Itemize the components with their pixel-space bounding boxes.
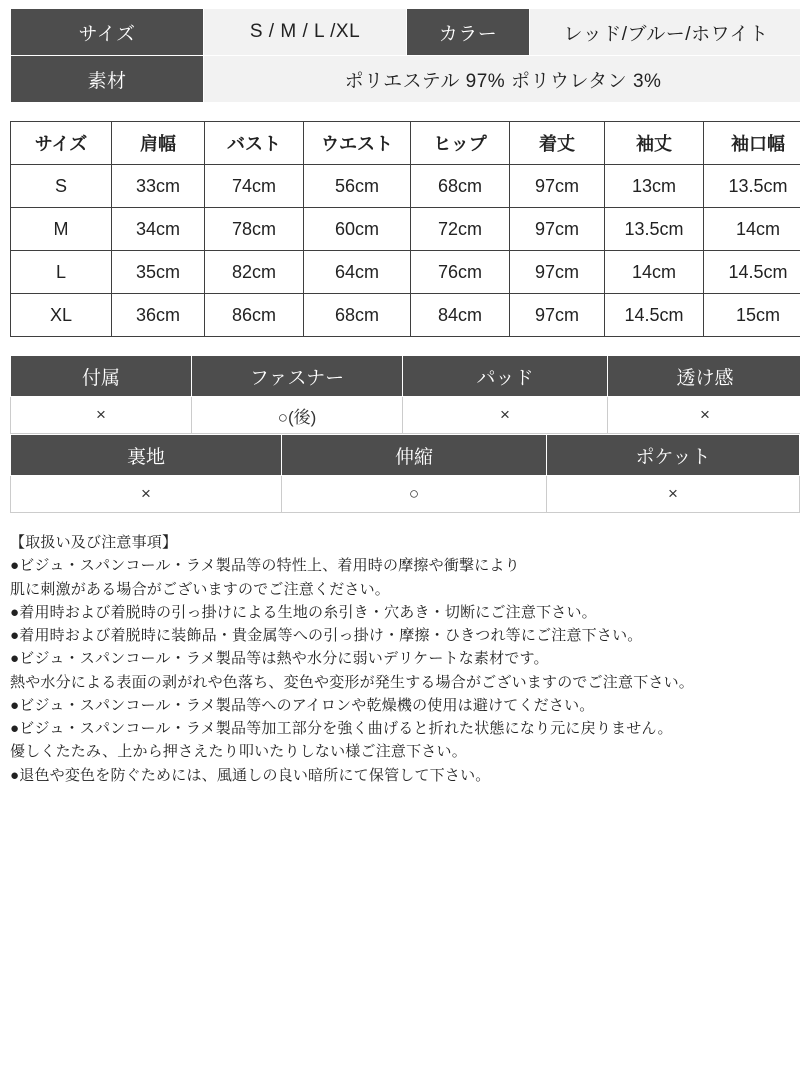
size-cell: 15cm <box>704 294 800 337</box>
size-cell: 64cm <box>304 251 411 294</box>
attr-value-pocket: × <box>547 476 800 513</box>
size-col-header-bust: バスト <box>205 122 304 165</box>
notes-line: 熱や水分による表面の剥がれや色落ち、変色や変形が発生する場合がございますのでご注意下さい。 <box>10 673 695 691</box>
notes-line: 優しくたたみ、上から押さえたり叩いたりしない様ご注意下さい。 <box>10 743 467 761</box>
size-cell: 68cm <box>304 294 411 337</box>
size-cell: 72cm <box>411 208 510 251</box>
attr-header-lining: 裏地 <box>11 435 282 476</box>
size-cell: 14cm <box>704 208 800 251</box>
notes-line: ●ビジュ・スパンコール・ラメ製品等へのアイロンや乾燥機の使用は避けてください。 <box>10 696 595 714</box>
size-cell: 60cm <box>304 208 411 251</box>
attr-header-pad: パッド <box>403 356 608 397</box>
notes-line: ●ビジュ・スパンコール・ラメ製品等は熱や水分に弱いデリケートな素材です。 <box>10 650 549 668</box>
size-cell: 97cm <box>510 208 605 251</box>
size-cell: 14.5cm <box>704 251 800 294</box>
size-cell: 13.5cm <box>605 208 704 251</box>
attr-header-zipper: ファスナー <box>192 356 403 397</box>
size-col-header-length: 着丈 <box>510 122 605 165</box>
table-header-row <box>11 435 800 476</box>
spec-value-material: ポリエステル 97% ポリウレタン 3% <box>204 56 800 103</box>
table-row <box>11 208 800 251</box>
attr-header-pocket: ポケット <box>547 435 800 476</box>
attr-header-stretch: 伸縮 <box>282 435 547 476</box>
size-cell: L <box>11 251 112 294</box>
size-chart-table <box>10 121 800 337</box>
size-cell: 82cm <box>205 251 304 294</box>
table-header-row <box>11 122 800 165</box>
spacer <box>10 337 790 355</box>
size-cell: 97cm <box>510 165 605 208</box>
size-cell: 76cm <box>411 251 510 294</box>
size-cell: 78cm <box>205 208 304 251</box>
notes-line: 肌に刺激がある場合がございますのでご注意ください。 <box>10 580 391 598</box>
attr-value-pad: × <box>403 397 608 434</box>
table-row <box>11 165 800 208</box>
size-col-header-hip: ヒップ <box>411 122 510 165</box>
size-cell: 86cm <box>205 294 304 337</box>
attr-header-accessory: 付属 <box>11 356 192 397</box>
spacer <box>10 103 790 121</box>
size-cell: 14.5cm <box>605 294 704 337</box>
attributes-table-1 <box>10 355 800 434</box>
notes-line: ●着用時および着脱時に装飾品・貴金属等への引っ掛け・摩擦・ひきつれ等にご注意下さい。 <box>10 627 643 644</box>
size-cell: 13.5cm <box>704 165 800 208</box>
size-cell: 36cm <box>112 294 205 337</box>
size-col-header-size: サイズ <box>11 122 112 165</box>
notes-title: 【取扱い及び注意事項】 <box>10 534 178 551</box>
size-cell: 97cm <box>510 251 605 294</box>
attr-value-stretch: ○ <box>282 476 547 513</box>
spec-label-color: カラー <box>407 9 530 56</box>
attr-value-lining: × <box>11 476 282 513</box>
attr-value-zipper: ○(後) <box>192 397 403 434</box>
size-cell: 33cm <box>112 165 205 208</box>
size-cell: S <box>11 165 112 208</box>
notes-line: ●着用時および着脱時の引っ掛けによる生地の糸引き・穴あき・切断にご注意下さい。 <box>10 603 597 621</box>
spec-label-material: 素材 <box>11 56 204 103</box>
size-cell: 68cm <box>411 165 510 208</box>
attr-value-sheer: × <box>608 397 800 434</box>
attributes-table-2 <box>10 434 800 513</box>
spec-label-size: サイズ <box>11 9 204 56</box>
size-col-header-sleeve: 袖丈 <box>605 122 704 165</box>
care-notes <box>10 531 790 787</box>
table-header-row <box>11 356 800 397</box>
table-row <box>11 56 800 103</box>
table-row <box>11 251 800 294</box>
table-row <box>11 476 800 513</box>
size-cell: 74cm <box>205 165 304 208</box>
size-cell: 34cm <box>112 208 205 251</box>
notes-line: ●ビジュ・スパンコール・ラメ製品等加工部分を強く曲げると折れた状態になり元に戻りません。 <box>10 720 673 737</box>
size-cell: XL <box>11 294 112 337</box>
size-cell: 97cm <box>510 294 605 337</box>
notes-line: ●退色や変色を防ぐためには、風通しの良い暗所にて保管して下さい。 <box>10 766 491 784</box>
size-col-header-waist: ウエスト <box>304 122 411 165</box>
table-row <box>11 294 800 337</box>
size-cell: 14cm <box>605 251 704 294</box>
spec-value-size: S / M / L /XL <box>204 9 407 56</box>
table-row <box>11 397 800 434</box>
attr-header-sheer: 透け感 <box>608 356 800 397</box>
size-cell: 56cm <box>304 165 411 208</box>
size-cell: 35cm <box>112 251 205 294</box>
table-row <box>11 9 800 56</box>
spec-value-color: レッド/ブルー/ホワイト <box>530 9 800 56</box>
notes-line: ●ビジュ・スパンコール・ラメ製品等の特性上、着用時の摩擦や衝撃により <box>10 557 520 575</box>
size-cell: M <box>11 208 112 251</box>
size-cell: 84cm <box>411 294 510 337</box>
size-col-header-cuff: 袖口幅 <box>704 122 800 165</box>
attr-value-accessory: × <box>11 397 192 434</box>
size-col-header-shoulder: 肩幅 <box>112 122 205 165</box>
spec-table <box>10 8 800 103</box>
size-cell: 13cm <box>605 165 704 208</box>
